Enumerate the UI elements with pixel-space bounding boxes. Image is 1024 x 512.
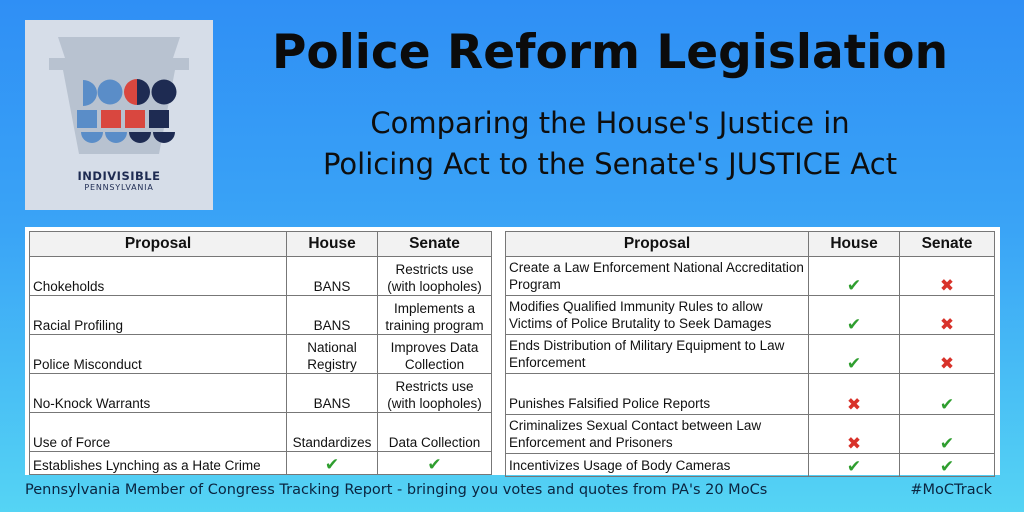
proposal-cell: Racial Profiling xyxy=(30,296,287,335)
proposal-cell: Establishes Lynching as a Hate Crime xyxy=(30,452,287,475)
header-house: House xyxy=(809,232,900,257)
proposal-cell: Ends Distribution of Military Equipment to Law Enforcement xyxy=(506,335,809,374)
header-proposal: Proposal xyxy=(30,232,287,257)
table-row xyxy=(506,454,995,477)
logo-text-pennsylvania: PENNSYLVANIA xyxy=(84,183,154,192)
senate-cell: Restricts use (with loopholes) xyxy=(378,257,492,296)
senate-cell xyxy=(900,454,995,477)
senate-cell xyxy=(900,296,995,335)
house-cell: Standardizes xyxy=(287,413,378,452)
proposal-cell: Criminalizes Sexual Contact between Law Enforcement and Prisoners xyxy=(506,415,809,454)
table-row xyxy=(506,335,995,374)
hashtag-label: #MoCTrack xyxy=(910,482,992,498)
proposal-cell: Modifies Qualified Immunity Rules to allow Victims of Police Brutality to Seek Damages xyxy=(506,296,809,335)
header-senate: Senate xyxy=(378,232,492,257)
cross-icon: ✖ xyxy=(846,434,862,454)
table-row xyxy=(506,415,995,454)
table-header-row xyxy=(30,232,492,257)
house-cell xyxy=(809,296,900,335)
proposal-cell: No-Knock Warrants xyxy=(30,374,287,413)
header-proposal: Proposal xyxy=(506,232,809,257)
house-cell xyxy=(809,335,900,374)
cross-icon: ✖ xyxy=(939,354,955,374)
table-row xyxy=(30,335,492,374)
table-row xyxy=(506,296,995,335)
senate-cell: Data Collection xyxy=(378,413,492,452)
proposal-cell: Create a Law Enforcement National Accreditation Program xyxy=(506,257,809,296)
page-title: Police Reform Legislation xyxy=(271,25,949,80)
house-cell: BANS xyxy=(287,374,378,413)
cross-icon: ✖ xyxy=(939,315,955,335)
table-row xyxy=(30,452,492,475)
senate-cell xyxy=(900,374,995,415)
subtitle-line-2: Policing Act to the Senate's JUSTICE Act xyxy=(322,147,898,181)
check-icon: ✔ xyxy=(939,434,955,454)
footer-tagline: Pennsylvania Member of Congress Tracking Report - bringing you votes and quotes from PA's 20 MoCs xyxy=(25,482,768,498)
house-cell xyxy=(809,374,900,415)
house-cell xyxy=(809,454,900,477)
check-icon: ✔ xyxy=(846,276,862,296)
house-cell xyxy=(809,415,900,454)
senate-cell xyxy=(900,415,995,454)
header-house: House xyxy=(287,232,378,257)
proposal-cell: Police Misconduct xyxy=(30,335,287,374)
table-row xyxy=(506,257,995,296)
cross-icon: ✖ xyxy=(939,276,955,296)
proposal-cell: Use of Force xyxy=(30,413,287,452)
table-row xyxy=(30,257,492,296)
check-icon: ✔ xyxy=(846,315,862,335)
proposal-cell: Chokeholds xyxy=(30,257,287,296)
header-senate: Senate xyxy=(900,232,995,257)
check-icon: ✔ xyxy=(846,457,862,477)
house-cell: BANS xyxy=(287,257,378,296)
senate-cell xyxy=(378,452,492,475)
check-icon: ✔ xyxy=(939,395,955,415)
senate-cell xyxy=(900,257,995,296)
subtitle-line-1: Comparing the House's Justice in xyxy=(370,106,850,140)
table-row xyxy=(30,374,492,413)
house-cell: BANS xyxy=(287,296,378,335)
comparison-panel xyxy=(25,227,1000,475)
proposal-cell: Incentivizes Usage of Body Cameras xyxy=(506,454,809,477)
table-row xyxy=(506,374,995,415)
table-row xyxy=(30,413,492,452)
cross-icon: ✖ xyxy=(846,395,862,415)
proposal-cell: Punishes Falsified Police Reports xyxy=(506,374,809,415)
check-icon: ✔ xyxy=(846,354,862,374)
check-icon: ✔ xyxy=(427,455,442,475)
check-icon: ✔ xyxy=(939,457,955,477)
senate-cell: Improves Data Collection xyxy=(378,335,492,374)
senate-cell: Restricts use (with loopholes) xyxy=(378,374,492,413)
logo-text-indivisible: INDIVISIBLE xyxy=(77,169,161,183)
table-row xyxy=(30,296,492,335)
left-comparison-table xyxy=(29,231,492,475)
house-cell xyxy=(809,257,900,296)
house-cell xyxy=(287,452,378,475)
table-header-row xyxy=(506,232,995,257)
house-cell: National Registry xyxy=(287,335,378,374)
senate-cell xyxy=(900,335,995,374)
indivisible-pennsylvania-logo xyxy=(25,20,213,210)
check-icon: ✔ xyxy=(324,455,340,475)
senate-cell: Implements a training program xyxy=(378,296,492,335)
right-comparison-table xyxy=(505,231,995,477)
